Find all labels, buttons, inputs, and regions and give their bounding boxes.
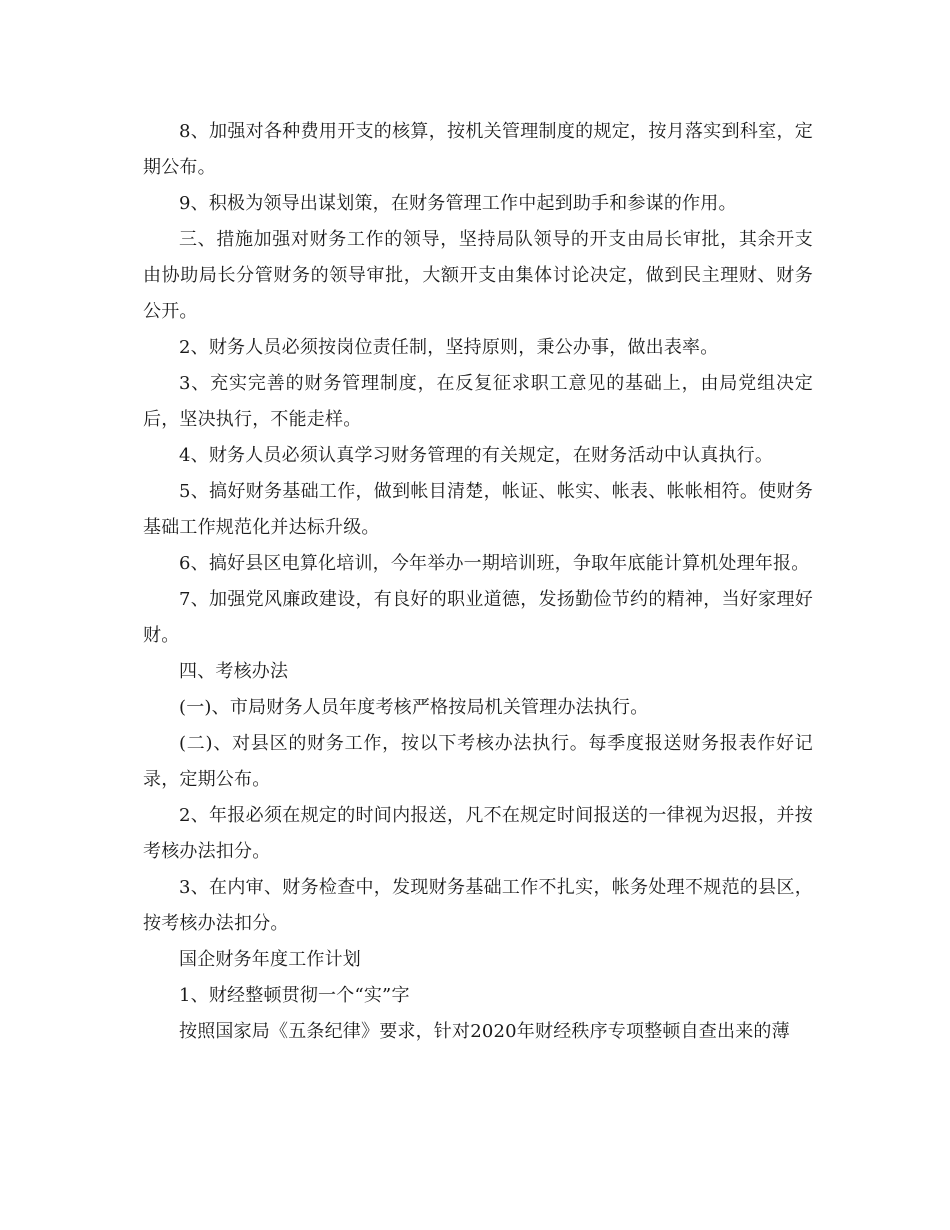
paragraph: 1、财经整顿贯彻一个“实”字 <box>179 985 410 1006</box>
section-heading: 国企财务年度工作计划 <box>179 949 361 970</box>
paragraph: (二)、对县区的财务工作，按以下考核办法执行。每季度报送财务报表作好记录，定期公布。 <box>143 733 813 790</box>
section-heading: 四、考核办法 <box>179 661 289 682</box>
paragraph: 3、充实完善的财务管理制度，在反复征求职工意见的基础上，由局党组决定后，坚决执行，不能走样。 <box>143 373 813 430</box>
paragraph: 8、加强对各种费用开支的核算，按机关管理制度的规定，按月落实到科室，定期公布。 <box>143 121 813 178</box>
paragraph: (一)、市局财务人员年度考核严格按局机关管理办法执行。 <box>179 697 649 718</box>
paragraph: 2、年报必须在规定的时间内报送，凡不在规定时间报送的一律视为迟报，并按考核办法扣分。 <box>143 805 813 862</box>
paragraph: 三、措施加强对财务工作的领导，坚持局队领导的开支由局长审批，其余开支由协助局长分管财务的领导审批，大额开支由集体讨论决定，做到民主理财、财务公开。 <box>143 229 813 322</box>
paragraph: 2、财务人员必须按岗位责任制，坚持原则，秉公办事，做出表率。 <box>179 337 719 358</box>
paragraph: 6、搞好县区电算化培训，今年举办一期培训班，争取年底能计算机处理年报。 <box>179 553 810 574</box>
document-body <box>143 114 813 1050</box>
paragraph: 7、加强党风廉政建设，有良好的职业道德，发扬勤俭节约的精神，当好家理好财。 <box>143 589 813 646</box>
paragraph: 4、财务人员必须认真学习财务管理的有关规定，在财务活动中认真执行。 <box>179 445 774 466</box>
paragraph: 按照国家局《五条纪律》要求，针对2020年财经秩序专项整顿自查出来的薄 <box>179 1021 790 1042</box>
paragraph: 5、搞好财务基础工作，做到帐目清楚，帐证、帐实、帐表、帐帐相符。使财务基础工作规范化并达标升级。 <box>143 481 813 538</box>
paragraph: 3、在内审、财务检查中，发现财务基础工作不扎实，帐务处理不规范的县区，按考核办法扣分。 <box>143 877 813 934</box>
paragraph: 9、积极为领导出谋划策，在财务管理工作中起到助手和参谋的作用。 <box>179 193 737 214</box>
